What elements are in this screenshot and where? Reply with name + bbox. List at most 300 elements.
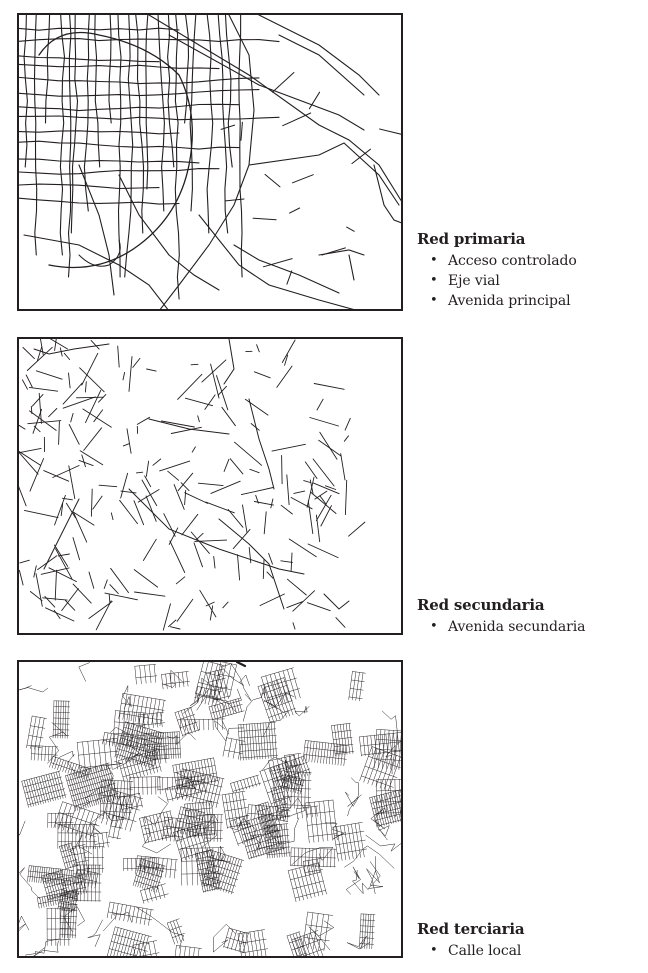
secondary-road	[76, 397, 103, 398]
secondary-road	[170, 627, 180, 629]
secondary-road	[181, 483, 189, 491]
tertiary-street	[237, 662, 245, 666]
legend-item	[417, 617, 642, 637]
tertiary-street	[359, 914, 375, 949]
secondary-road	[174, 485, 184, 510]
tertiary-street-block	[333, 822, 368, 861]
tertiary-street	[93, 832, 110, 849]
secondary-road	[263, 560, 264, 579]
secondary-road	[145, 476, 151, 487]
tertiary-street-block	[349, 671, 366, 701]
secondary-road	[241, 488, 273, 495]
tertiary-street-block	[77, 738, 120, 773]
tertiary-street	[303, 912, 333, 951]
primary-spur	[380, 129, 401, 137]
tertiary-street	[213, 924, 235, 952]
secondary-road	[198, 416, 200, 422]
secondary-road	[177, 599, 193, 621]
tertiary-street	[109, 815, 125, 839]
tertiary-street-block	[230, 775, 261, 793]
secondary-road	[146, 496, 156, 521]
secondary-road	[245, 399, 268, 415]
secondary-avenue	[129, 489, 304, 574]
tertiary-street	[59, 751, 76, 773]
secondary-road	[89, 602, 112, 619]
secondary-road	[176, 577, 185, 584]
secondary-road	[69, 373, 71, 388]
secondary-road	[269, 553, 273, 564]
tertiary-street-block	[288, 863, 327, 902]
tertiary-street-block	[54, 802, 103, 842]
secondary-road	[96, 601, 111, 630]
secondary-road	[63, 383, 82, 404]
primary-network-map	[17, 13, 403, 311]
secondary-road	[129, 357, 132, 392]
secondary-road	[137, 417, 149, 424]
secondary-road	[304, 481, 311, 483]
tertiary-street	[263, 703, 289, 736]
secondary-road	[321, 506, 332, 526]
secondary-road	[235, 442, 262, 465]
secondary-road	[243, 505, 248, 533]
tertiary-street	[209, 698, 244, 720]
secondary-road	[198, 483, 223, 485]
tertiary-network-map	[17, 660, 403, 958]
tertiary-street-block	[305, 800, 337, 843]
secondary-road	[94, 410, 103, 422]
primary-road	[19, 159, 199, 163]
tertiary-street	[167, 732, 196, 745]
secondary-road	[69, 425, 79, 445]
secondary-road	[99, 394, 106, 402]
tertiary-street-block	[195, 850, 221, 893]
secondary-road	[133, 358, 140, 367]
secondary-road	[24, 510, 58, 517]
primary-road	[19, 131, 179, 134]
primary-road	[109, 15, 111, 123]
legend-item-label: Calle local	[448, 943, 522, 959]
secondary-road	[344, 436, 348, 442]
tertiary-street	[174, 945, 202, 956]
secondary-road	[257, 345, 260, 352]
secondary-road	[36, 574, 42, 607]
tertiary-street	[305, 800, 337, 843]
secondary-road	[341, 454, 345, 480]
primary-spur	[265, 174, 280, 187]
secondary-road	[127, 429, 131, 454]
primary-road	[19, 28, 179, 30]
tertiary-street-block	[106, 927, 152, 956]
tertiary-street	[133, 941, 163, 956]
secondary-road	[19, 421, 25, 429]
legend-item	[417, 291, 642, 311]
tertiary-street	[22, 771, 67, 807]
secondary-road	[91, 340, 99, 349]
tertiary-street	[230, 775, 261, 793]
tertiary-street	[19, 916, 29, 938]
secondary-road	[281, 561, 293, 563]
secondary-road	[211, 364, 219, 398]
primary-road	[71, 15, 77, 233]
tertiary-street	[333, 822, 368, 861]
tertiary-street	[195, 850, 221, 893]
legend-heading-secondary: Red secundaria	[417, 596, 545, 614]
secondary-road	[109, 594, 110, 603]
secondary-road	[136, 472, 142, 473]
tertiary-street-block	[22, 771, 67, 807]
tertiary-street	[119, 693, 166, 726]
primary-spur	[290, 208, 300, 213]
secondary-road	[271, 499, 273, 508]
secondary-road	[191, 364, 198, 365]
legend-item	[417, 941, 642, 961]
secondary-road	[289, 539, 316, 557]
secondary-road	[314, 384, 344, 390]
tertiary-street-block	[223, 738, 245, 760]
tertiary-street-block	[161, 671, 190, 689]
secondary-road	[308, 501, 313, 534]
primary-network-map-svg	[19, 15, 401, 309]
primary-highway	[279, 35, 364, 95]
tertiary-network-map-svg	[19, 662, 401, 956]
secondary-road	[310, 418, 339, 427]
tertiary-street	[353, 870, 369, 894]
secondary-road	[84, 428, 102, 451]
primary-highway	[169, 35, 364, 130]
secondary-road	[311, 492, 336, 513]
tertiary-street	[174, 823, 213, 861]
secondary-road	[211, 481, 240, 493]
secondary-road	[65, 600, 74, 610]
secondary-road	[118, 346, 120, 367]
tertiary-street-block	[119, 693, 166, 726]
secondary-road	[36, 371, 62, 379]
secondary-road	[53, 466, 79, 478]
secondary-road	[160, 461, 190, 471]
secondary-road	[317, 399, 323, 410]
primary-highway	[349, 255, 354, 280]
secondary-road	[49, 568, 77, 582]
tertiary-street-block	[31, 746, 58, 762]
secondary-road	[308, 544, 338, 558]
secondary-road	[153, 459, 161, 465]
primary-highway	[234, 245, 339, 293]
secondary-road	[135, 592, 165, 596]
tertiary-street	[309, 921, 334, 950]
primary-road	[125, 15, 133, 277]
secondary-road	[82, 353, 98, 385]
primary-road	[24, 15, 27, 167]
tertiary-street	[130, 777, 161, 795]
tertiary-street	[135, 664, 158, 684]
secondary-road	[287, 579, 306, 595]
tertiary-street-block	[133, 859, 165, 893]
secondary-road	[111, 513, 113, 520]
tertiary-street	[162, 670, 184, 687]
legend-list-primary	[417, 251, 642, 311]
secondary-road	[197, 533, 204, 539]
secondary-road	[291, 553, 292, 571]
secondary-road	[111, 568, 129, 592]
bullet-icon: •	[430, 293, 438, 308]
primary-road	[19, 198, 179, 204]
tertiary-street-block	[93, 832, 110, 849]
tertiary-street	[140, 884, 169, 904]
tertiary-street	[84, 847, 104, 873]
primary-road	[19, 64, 219, 68]
secondary-road	[293, 591, 315, 612]
secondary-road	[22, 380, 27, 389]
legend-item-label: Avenida secundaria	[448, 619, 586, 635]
secondary-road	[147, 369, 157, 371]
secondary-road	[104, 580, 107, 589]
tertiary-street	[287, 932, 311, 956]
tertiary-street	[79, 662, 104, 681]
primary-road	[46, 15, 50, 123]
tertiary-street-block	[174, 945, 202, 956]
tertiary-street-block	[359, 732, 401, 756]
secondary-road	[123, 373, 125, 380]
secondary-road	[123, 444, 129, 446]
tertiary-street-block	[100, 780, 133, 820]
legend-item-label: Avenida principal	[448, 293, 571, 309]
tertiary-street	[345, 792, 361, 807]
secondary-road	[80, 368, 105, 392]
primary-spur	[352, 149, 371, 163]
legend-list-tertiary	[417, 941, 642, 961]
primary-road	[19, 184, 159, 188]
bullet-icon: •	[430, 273, 438, 288]
primary-highway	[119, 175, 219, 290]
tertiary-street	[348, 778, 359, 816]
secondary-road	[82, 455, 86, 467]
primary-network-legend	[417, 231, 642, 311]
tertiary-street-block	[135, 664, 158, 684]
tertiary-street	[25, 939, 60, 955]
tertiary-street	[359, 732, 401, 756]
secondary-road	[287, 475, 289, 505]
secondary-road	[55, 570, 56, 600]
secondary-road	[85, 382, 86, 392]
secondary-road	[277, 366, 292, 387]
secondary-road	[146, 461, 148, 476]
primary-road	[239, 15, 242, 277]
secondary-road	[182, 514, 198, 535]
primary-spur	[221, 125, 235, 129]
secondary-road	[254, 372, 270, 378]
secondary-road	[49, 409, 57, 417]
secondary-road	[110, 585, 118, 594]
secondary-road	[19, 451, 38, 474]
secondary-road	[320, 432, 337, 459]
secondary-road	[250, 469, 259, 472]
secondary-road	[93, 496, 102, 509]
secondary-road	[19, 570, 23, 585]
secondary-road	[56, 549, 72, 579]
tertiary-street	[219, 664, 250, 686]
secondary-avenue	[224, 339, 234, 384]
secondary-road	[89, 572, 94, 588]
secondary-road	[214, 556, 215, 568]
tertiary-street	[288, 863, 327, 902]
tertiary-street-block	[109, 815, 125, 839]
primary-road	[69, 15, 71, 277]
secondary-network-legend	[417, 597, 642, 637]
secondary-road	[91, 489, 92, 516]
secondary-road	[80, 451, 103, 465]
secondary-road	[294, 491, 305, 493]
primary-spur	[293, 175, 314, 183]
primary-spur	[347, 227, 355, 231]
secondary-road	[20, 560, 30, 563]
secondary-road	[69, 466, 75, 499]
legend-item	[417, 271, 642, 291]
secondary-road	[30, 411, 57, 431]
secondary-road	[206, 502, 235, 513]
tertiary-street	[123, 686, 131, 709]
secondary-road	[26, 375, 32, 387]
secondary-road	[73, 584, 91, 603]
tertiary-street-block	[47, 908, 70, 945]
secondary-road	[99, 485, 117, 487]
primary-spur	[287, 271, 292, 284]
tertiary-street-block	[84, 847, 104, 873]
secondary-road	[73, 538, 80, 560]
tertiary-street-block	[139, 811, 176, 844]
primary-road	[168, 15, 174, 167]
legend-item-label: Eje vial	[448, 273, 500, 289]
secondary-road	[228, 510, 243, 528]
secondary-road	[336, 618, 345, 628]
secondary-road	[121, 491, 136, 493]
tertiary-street	[77, 738, 120, 773]
secondary-avenue	[34, 344, 109, 354]
tertiary-network-legend	[417, 921, 642, 961]
primary-road	[218, 15, 228, 233]
secondary-road	[282, 456, 283, 484]
tertiary-street-block	[26, 716, 46, 750]
legend-list-secondary	[417, 617, 642, 637]
bullet-icon: •	[430, 619, 438, 634]
tertiary-street-block	[133, 941, 163, 956]
secondary-road	[238, 555, 240, 580]
secondary-road	[143, 539, 156, 560]
secondary-road	[59, 422, 60, 445]
secondary-road	[345, 480, 346, 514]
tertiary-street	[349, 671, 366, 701]
tertiary-street	[106, 927, 152, 956]
secondary-road	[134, 570, 157, 588]
secondary-road	[55, 495, 66, 525]
tertiary-street	[47, 908, 70, 945]
secondary-road	[254, 502, 273, 506]
secondary-road	[178, 374, 202, 399]
secondary-road	[223, 602, 228, 608]
tertiary-street	[47, 723, 66, 764]
primary-road	[146, 15, 148, 189]
tertiary-street	[19, 868, 40, 899]
bullet-icon: •	[430, 943, 438, 958]
primary-road	[19, 169, 219, 175]
secondary-road	[55, 339, 59, 351]
tertiary-street	[223, 738, 245, 760]
tertiary-street	[295, 706, 309, 716]
secondary-road	[64, 353, 69, 359]
primary-highway	[149, 15, 401, 210]
tertiary-street-block	[140, 884, 169, 904]
primary-spur	[253, 218, 276, 220]
primary-road	[225, 15, 232, 167]
secondary-road	[281, 505, 292, 514]
secondary-road	[293, 623, 295, 629]
secondary-road	[23, 348, 34, 359]
legend-item	[417, 251, 642, 271]
primary-road	[19, 104, 239, 110]
secondary-road	[28, 421, 61, 424]
secondary-road	[200, 590, 216, 617]
tertiary-street	[167, 919, 187, 945]
bullet-icon: •	[430, 253, 438, 268]
tertiary-street-block	[130, 777, 161, 795]
tertiary-street-block	[303, 912, 333, 951]
secondary-avenue	[249, 399, 274, 489]
primary-road	[35, 15, 37, 255]
secondary-road	[305, 462, 317, 479]
secondary-road	[222, 407, 236, 425]
secondary-road	[249, 548, 251, 563]
primary-road	[19, 141, 239, 149]
secondary-road	[264, 512, 266, 534]
primary-road	[207, 15, 213, 233]
tertiary-street-block	[287, 932, 311, 956]
legend-heading-tertiary: Red terciaria	[417, 920, 525, 938]
secondary-road	[71, 413, 73, 422]
tertiary-street	[366, 835, 401, 851]
tertiary-street	[88, 920, 103, 947]
tertiary-street	[54, 802, 103, 842]
secondary-road	[121, 473, 128, 498]
secondary-road	[313, 459, 334, 486]
secondary-road	[46, 608, 74, 621]
tertiary-street-block	[209, 698, 244, 720]
secondary-road	[349, 522, 365, 536]
primary-spur	[283, 113, 311, 126]
secondary-road	[194, 543, 203, 567]
tertiary-street	[26, 716, 46, 750]
primary-road	[175, 15, 179, 299]
secondary-road	[282, 340, 295, 363]
tertiary-street	[222, 664, 251, 701]
tertiary-street	[19, 806, 25, 835]
secondary-road	[233, 529, 250, 548]
secondary-road	[224, 459, 229, 471]
tertiary-street	[100, 780, 133, 820]
tertiary-street	[276, 808, 290, 821]
tertiary-street	[161, 671, 190, 689]
secondary-road	[86, 390, 101, 422]
primary-highway	[24, 235, 169, 309]
tertiary-street	[292, 847, 333, 865]
secondary-road	[169, 620, 176, 627]
secondary-road	[185, 493, 208, 504]
secondary-avenue	[219, 519, 284, 609]
tertiary-street-block	[167, 919, 187, 945]
legend-item-label: Acceso controlado	[448, 253, 577, 269]
secondary-road	[19, 483, 26, 506]
secondary-road	[32, 394, 43, 406]
tertiary-street-block	[276, 808, 290, 821]
secondary-road	[345, 418, 350, 430]
